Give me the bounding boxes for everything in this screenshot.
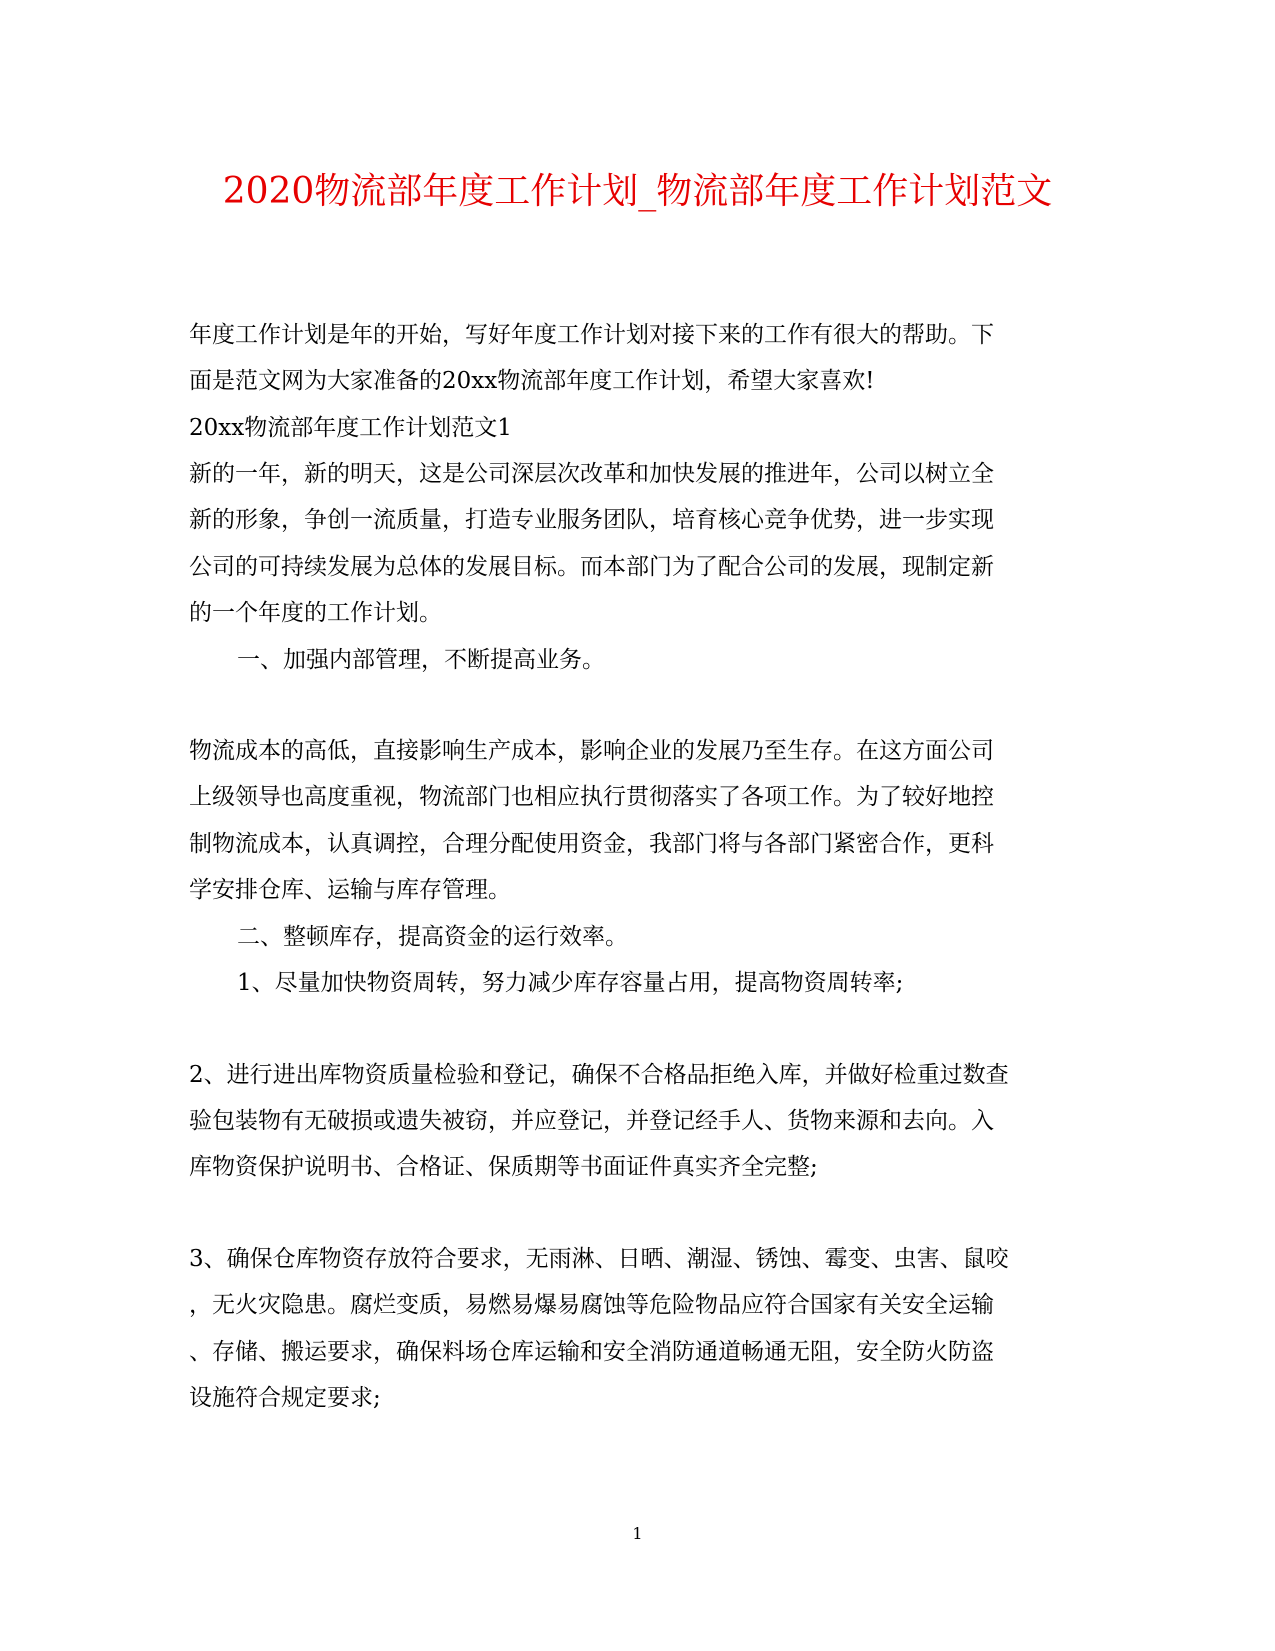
subheading-1: 一、加强内部管理，不断提高业务。	[237, 647, 605, 673]
body-line-1: 年度工作计划是年的开始，写好年度工作计划对接下来的工作有很大的帮助。下	[189, 322, 994, 348]
list-item-2-line-1: 2、进行进出库物资质量检验和登记，确保不合格品拒绝入库，并做好检重过数查	[189, 1062, 1009, 1088]
list-item-1: 1、尽量加快物资周转，努力减少库存容量占用，提高物资周转率;	[237, 970, 904, 996]
body-line-4: 新的一年，新的明天，这是公司深层次改革和加快发展的推进年，公司以树立全	[189, 461, 994, 487]
page-number: 1	[632, 1524, 643, 1543]
list-item-3-line-2: ，无火灾隐患。腐烂变质，易燃易爆易腐蚀等危险物品应符合国家有关安全运输	[189, 1292, 994, 1318]
body-line-5: 新的形象，争创一流质量，打造专业服务团队，培育核心竞争优势，进一步实现	[189, 507, 994, 533]
body-line-6: 公司的可持续发展为总体的发展目标。而本部门为了配合公司的发展，现制定新	[189, 554, 994, 580]
section-heading-1: 20xx物流部年度工作计划范文1	[189, 415, 512, 441]
body-line-12: 学安排仓库、运输与库存管理。	[189, 877, 511, 903]
list-item-3-line-3: 、存储、搬运要求，确保料场仓库运输和安全消防通道畅通无阻，安全防火防盗	[189, 1339, 994, 1365]
body-line-9: 物流成本的高低，直接影响生产成本，影响企业的发展乃至生存。在这方面公司	[189, 738, 994, 764]
list-item-3-line-1: 3、确保仓库物资存放符合要求，无雨淋、日晒、潮湿、锈蚀、霉变、虫害、鼠咬	[189, 1246, 1009, 1272]
body-line-10: 上级领导也高度重视，物流部门也相应执行贯彻落实了各项工作。为了较好地控	[189, 784, 994, 810]
list-item-2-line-3: 库物资保护说明书、合格证、保质期等书面证件真实齐全完整;	[189, 1154, 818, 1180]
document-title: 2020物流部年度工作计划_物流部年度工作计划范文	[222, 171, 1053, 212]
list-item-2-line-2: 验包装物有无破损或遗失被窃，并应登记，并登记经手人、货物来源和去向。入	[189, 1108, 994, 1134]
subheading-2: 二、整顿库存，提高资金的运行效率。	[237, 924, 628, 950]
list-item-3-line-4: 设施符合规定要求;	[189, 1385, 381, 1411]
body-line-7: 的一个年度的工作计划。	[189, 600, 442, 626]
body-line-2: 面是范文网为大家准备的20xx物流部年度工作计划，希望大家喜欢!	[189, 368, 875, 394]
body-line-11: 制物流成本，认真调控，合理分配使用资金，我部门将与各部门紧密合作，更科	[189, 831, 994, 857]
